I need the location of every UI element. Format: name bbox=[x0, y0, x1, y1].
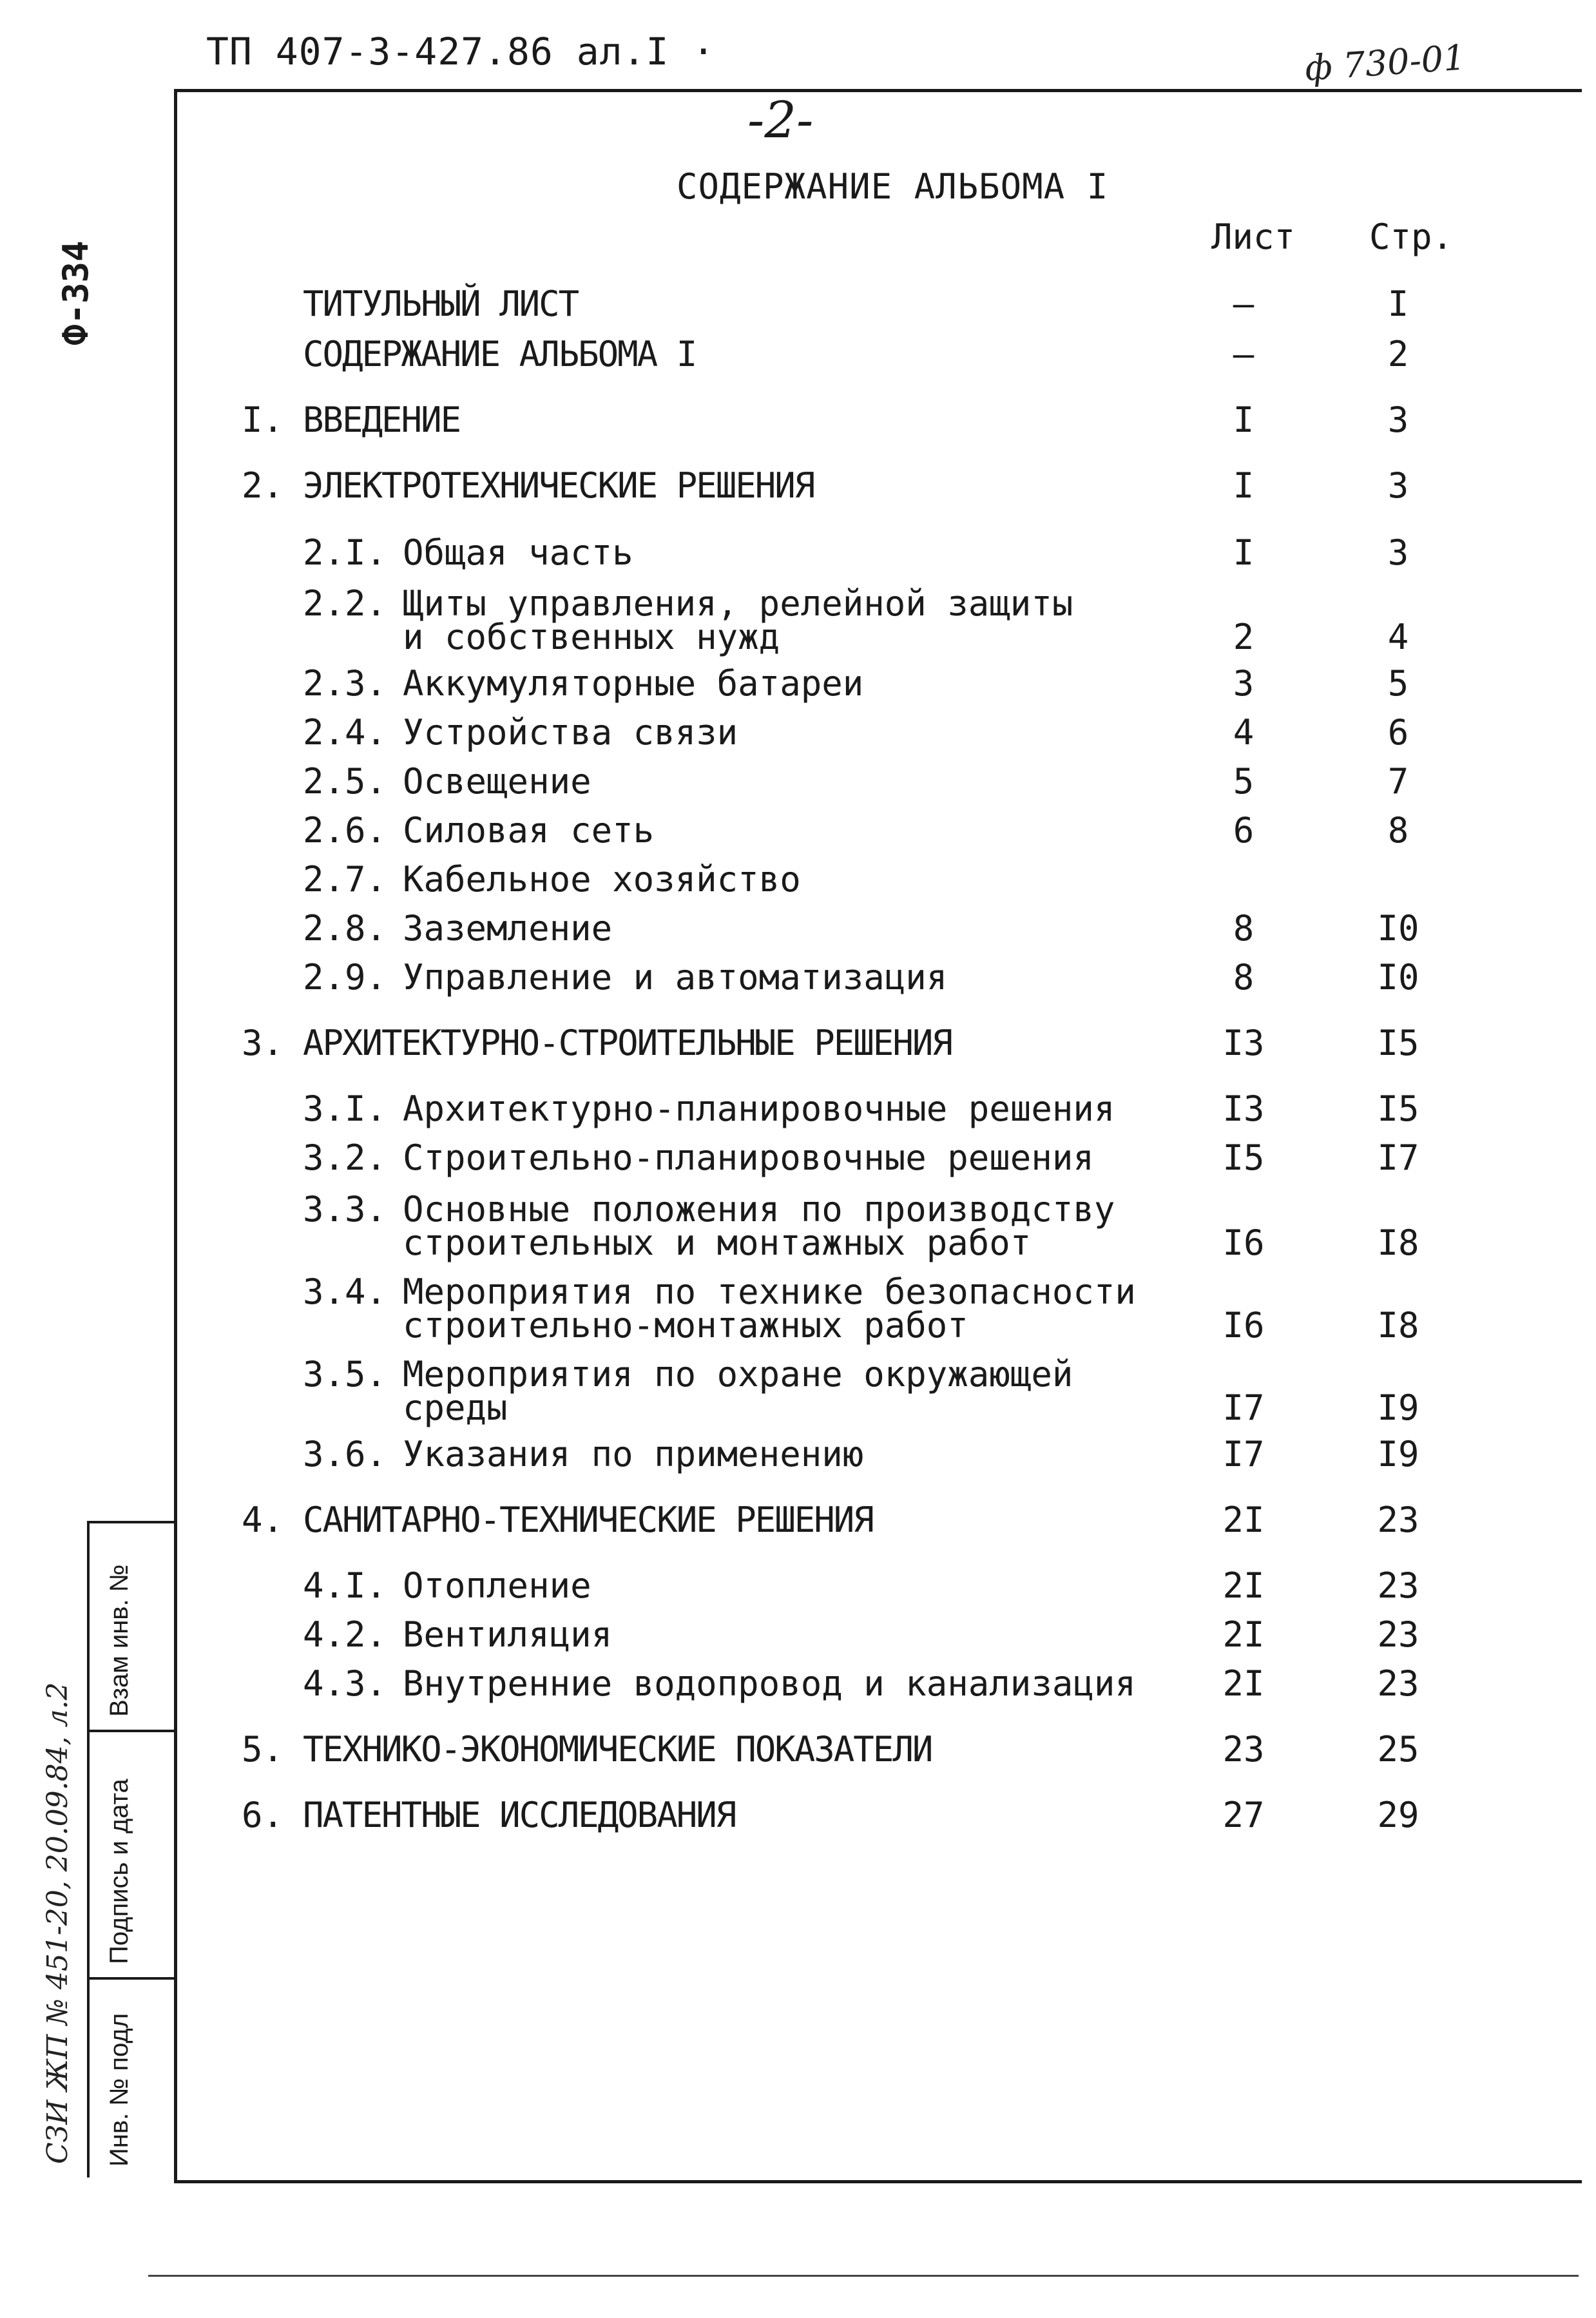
toc-entry-sheet: 2I bbox=[1222, 1565, 1265, 1606]
side-stamp bbox=[87, 1521, 177, 2178]
toc-entry-page: 4 bbox=[1387, 617, 1409, 657]
toc-entry-sheet: 27 bbox=[1222, 1795, 1265, 1835]
toc-entry-title: Строительно-планировочные решения bbox=[403, 1137, 1094, 1178]
toc-entry-sheet: I7 bbox=[1222, 1434, 1265, 1474]
toc-entry-sheet: 5 bbox=[1233, 761, 1255, 802]
handwritten-side-note bbox=[39, 1637, 90, 2165]
toc-entry-title: Внутренние водопровод и канализация bbox=[403, 1663, 1136, 1704]
toc-entry bbox=[0, 663, 1596, 702]
toc-entry-number: 3.I. bbox=[303, 1088, 387, 1129]
toc-entry-page: 5 bbox=[1387, 663, 1409, 704]
toc-entry-title: Архитектурно-планировочные решения bbox=[403, 1088, 1115, 1129]
toc-entry-title: Аккумуляторные батареи bbox=[403, 663, 864, 704]
toc-entry-sheet: 2 bbox=[1233, 617, 1255, 657]
toc-entry-number: 6. bbox=[242, 1795, 284, 1835]
toc-entry-sheet: 2I bbox=[1222, 1663, 1265, 1704]
toc-entry bbox=[0, 400, 1596, 438]
toc-entry bbox=[0, 957, 1596, 996]
toc-entry-title: ТЕХНИКО-ЭКОНОМИЧЕСКИЕ ПОКАЗАТЕЛИ bbox=[303, 1729, 932, 1770]
toc-entry-page: 3 bbox=[1387, 400, 1409, 440]
toc-entry-title-line2: строительно-монтажных работ bbox=[403, 1305, 968, 1346]
toc-entry-page: 3 bbox=[1387, 465, 1409, 506]
toc-entry-title: СОДЕРЖАНИЕ АЛЬБОМА I bbox=[303, 334, 697, 374]
toc-entry-sheet: I3 bbox=[1222, 1088, 1265, 1129]
toc-entry-page: I9 bbox=[1377, 1387, 1419, 1428]
toc-entry-title: Мероприятия по технике безопасности bbox=[403, 1271, 1136, 1312]
toc-entry bbox=[0, 1088, 1596, 1127]
toc-entry-number: 3.3. bbox=[303, 1189, 387, 1230]
toc-entry-title: Мероприятия по охране окружающей bbox=[403, 1354, 1073, 1395]
toc-entry-sheet: 23 bbox=[1222, 1729, 1265, 1770]
toc-entry-title: Освещение bbox=[403, 761, 591, 802]
toc-entry bbox=[0, 1565, 1596, 1604]
column-header-page: Стр. bbox=[1369, 217, 1454, 257]
toc-entry-title: Отопление bbox=[403, 1565, 591, 1606]
toc-entry bbox=[0, 1795, 1596, 1833]
toc-entry-page: I bbox=[1387, 284, 1409, 324]
toc-entry-page: 23 bbox=[1377, 1565, 1419, 1606]
toc-entry bbox=[0, 465, 1596, 504]
toc-entry bbox=[0, 1614, 1596, 1653]
stamp-cell-replacement bbox=[90, 1523, 174, 1732]
toc-entry-page: I0 bbox=[1377, 957, 1419, 998]
toc-entry-number: 3.5. bbox=[303, 1354, 387, 1395]
toc-entry bbox=[0, 532, 1596, 571]
toc-entry-title: Кабельное хозяйство bbox=[403, 859, 801, 900]
stamp-label-replacement: Взам инв. № bbox=[105, 1564, 133, 1717]
toc-entry-title: Общая часть bbox=[403, 532, 633, 573]
toc-entry-number: 5. bbox=[242, 1729, 284, 1770]
toc-entry bbox=[0, 1023, 1596, 1061]
toc-entry-page: 23 bbox=[1377, 1500, 1419, 1540]
toc-title: СОДЕРЖАНИЕ АЛЬБОМА I bbox=[677, 166, 1109, 207]
document-code: ТП 407-3-427.86 ал.I · bbox=[206, 30, 716, 73]
toc-entry-sheet: 6 bbox=[1233, 810, 1255, 851]
toc-entry-sheet: 8 bbox=[1233, 908, 1255, 949]
toc-entry-title: АРХИТЕКТУРНО-СТРОИТЕЛЬНЫЕ РЕШЕНИЯ bbox=[303, 1023, 952, 1063]
stamp-cell-signature bbox=[90, 1732, 174, 1980]
toc-entry bbox=[0, 761, 1596, 800]
toc-entry-sheet: I5 bbox=[1222, 1137, 1265, 1178]
toc-entry-title: Щиты управления, релейной защиты bbox=[403, 583, 1073, 624]
toc-entry-title-line2: строительных и монтажных работ bbox=[403, 1222, 1032, 1263]
toc-entry-title: САНИТАРНО-ТЕХНИЧЕСКИЕ РЕШЕНИЯ bbox=[303, 1500, 873, 1540]
toc-entry bbox=[0, 334, 1596, 372]
toc-entry-title: Основные положения по производству bbox=[403, 1189, 1115, 1230]
toc-entry-sheet: I bbox=[1233, 532, 1255, 573]
toc-entry bbox=[0, 284, 1596, 322]
toc-entry-page: 29 bbox=[1377, 1795, 1419, 1835]
toc-entry-page: 23 bbox=[1377, 1663, 1419, 1704]
toc-entry-page: I9 bbox=[1377, 1434, 1419, 1474]
toc-entry-sheet: I bbox=[1233, 400, 1255, 440]
toc-entry-number: 4.3. bbox=[303, 1663, 387, 1704]
toc-entry-title: ЭЛЕКТРОТЕХНИЧЕСКИЕ РЕШЕНИЯ bbox=[303, 465, 814, 506]
toc-entry-title: Устройства связи bbox=[403, 712, 738, 753]
toc-entry bbox=[0, 1354, 1596, 1428]
toc-entry-number: 2.8. bbox=[303, 908, 387, 949]
toc-entry-title: Заземление bbox=[403, 908, 613, 949]
handwritten-code: ф 730-01 bbox=[1303, 37, 1467, 89]
toc-entry-page: 7 bbox=[1387, 761, 1409, 802]
toc-entry bbox=[0, 1500, 1596, 1538]
toc-entry-sheet: 2I bbox=[1222, 1500, 1265, 1540]
stamp-label-signature: Подпись и дата bbox=[105, 1779, 133, 1964]
toc-entry-title: Указания по применению bbox=[403, 1434, 864, 1474]
stamp-label-inventory: Инв. № подл bbox=[105, 2013, 133, 2167]
toc-entry-number: 2.I. bbox=[303, 532, 387, 573]
toc-entry-sheet: I7 bbox=[1222, 1387, 1265, 1428]
toc-entry-sheet: 3 bbox=[1233, 663, 1255, 704]
toc-entry-number: 2. bbox=[242, 465, 284, 506]
toc-entry bbox=[0, 810, 1596, 849]
toc-entry-number: I. bbox=[242, 400, 284, 440]
toc-entry-page: 2 bbox=[1387, 334, 1409, 374]
toc-entry-page: I5 bbox=[1377, 1023, 1419, 1063]
toc-entry-number: 2.2. bbox=[303, 583, 387, 624]
toc-entry-sheet: – bbox=[1233, 284, 1255, 324]
toc-entry-sheet: – bbox=[1233, 334, 1255, 374]
toc-entry-sheet: I6 bbox=[1222, 1222, 1265, 1263]
toc-entry-title-line2: и собственных нужд bbox=[403, 617, 780, 657]
toc-entry-number: 2.5. bbox=[303, 761, 387, 802]
toc-entry-title: Силовая сеть bbox=[403, 810, 655, 851]
toc-entry-title: ВВЕДЕНИЕ bbox=[303, 400, 461, 440]
toc-entry-page: 23 bbox=[1377, 1614, 1419, 1655]
stamp-cell-inventory bbox=[90, 1980, 174, 2175]
toc-entry bbox=[0, 1271, 1596, 1346]
toc-entry-sheet: I3 bbox=[1222, 1023, 1265, 1063]
toc-entry-number: 2.7. bbox=[303, 859, 387, 900]
toc-entry bbox=[0, 583, 1596, 657]
toc-entry-page: I5 bbox=[1377, 1088, 1419, 1129]
toc-entry-page: I8 bbox=[1377, 1305, 1419, 1346]
toc-entry-sheet: I6 bbox=[1222, 1305, 1265, 1346]
toc-entry-number: 4.2. bbox=[303, 1614, 387, 1655]
toc-entry-number: 4. bbox=[242, 1500, 284, 1540]
side-form-code-text: Ф-334 bbox=[55, 240, 96, 345]
toc-entry-page: I0 bbox=[1377, 908, 1419, 949]
handwritten-side-note-text: СЗИ ЖП № 451-20, 20.09.84, л.2 bbox=[41, 1682, 74, 2164]
toc-entry-number: 2.3. bbox=[303, 663, 387, 704]
toc-entry-title: ПАТЕНТНЫЕ ИССЛЕДОВАНИЯ bbox=[303, 1795, 736, 1835]
toc-entry-page: 6 bbox=[1387, 712, 1409, 753]
toc-entry-sheet: I bbox=[1233, 465, 1255, 506]
toc-entry-title: ТИТУЛЬНЫЙ ЛИСТ bbox=[303, 284, 579, 324]
toc-entry-sheet: 4 bbox=[1233, 712, 1255, 753]
toc-entry bbox=[0, 712, 1596, 751]
toc-entry-title-line2: среды bbox=[403, 1387, 508, 1428]
toc-entry-number: 3.6. bbox=[303, 1434, 387, 1474]
toc-entry-sheet: 8 bbox=[1233, 957, 1255, 998]
toc-entry-page: 25 bbox=[1377, 1729, 1419, 1770]
toc-entry-sheet: 2I bbox=[1222, 1614, 1265, 1655]
toc-entry-page: I7 bbox=[1377, 1137, 1419, 1178]
toc-entry-number: 4.I. bbox=[303, 1565, 387, 1606]
toc-entry bbox=[0, 908, 1596, 947]
toc-entry-number: 2.6. bbox=[303, 810, 387, 851]
toc-entry-page: I8 bbox=[1377, 1222, 1419, 1263]
toc-entry-page: 3 bbox=[1387, 532, 1409, 573]
column-header-sheet: Лист bbox=[1211, 217, 1296, 257]
toc-entry bbox=[0, 1137, 1596, 1176]
toc-entry bbox=[0, 1663, 1596, 1702]
toc-entry-number: 3.2. bbox=[303, 1137, 387, 1178]
toc-entry-number: 2.4. bbox=[303, 712, 387, 753]
bottom-line bbox=[148, 2275, 1579, 2277]
toc-entry-page: 8 bbox=[1387, 810, 1409, 851]
toc-entry bbox=[0, 1729, 1596, 1768]
toc-entry-number: 3.4. bbox=[303, 1271, 387, 1312]
page-number: -2- bbox=[747, 92, 814, 150]
toc-entry-number: 3. bbox=[242, 1023, 284, 1063]
toc-entry bbox=[0, 859, 1596, 898]
toc-entry bbox=[0, 1189, 1596, 1263]
toc-entry bbox=[0, 1434, 1596, 1473]
toc-entry-title: Управление и автоматизация bbox=[403, 957, 948, 998]
toc-entry-title: Вентиляция bbox=[403, 1614, 613, 1655]
toc-entry-number: 2.9. bbox=[303, 957, 387, 998]
